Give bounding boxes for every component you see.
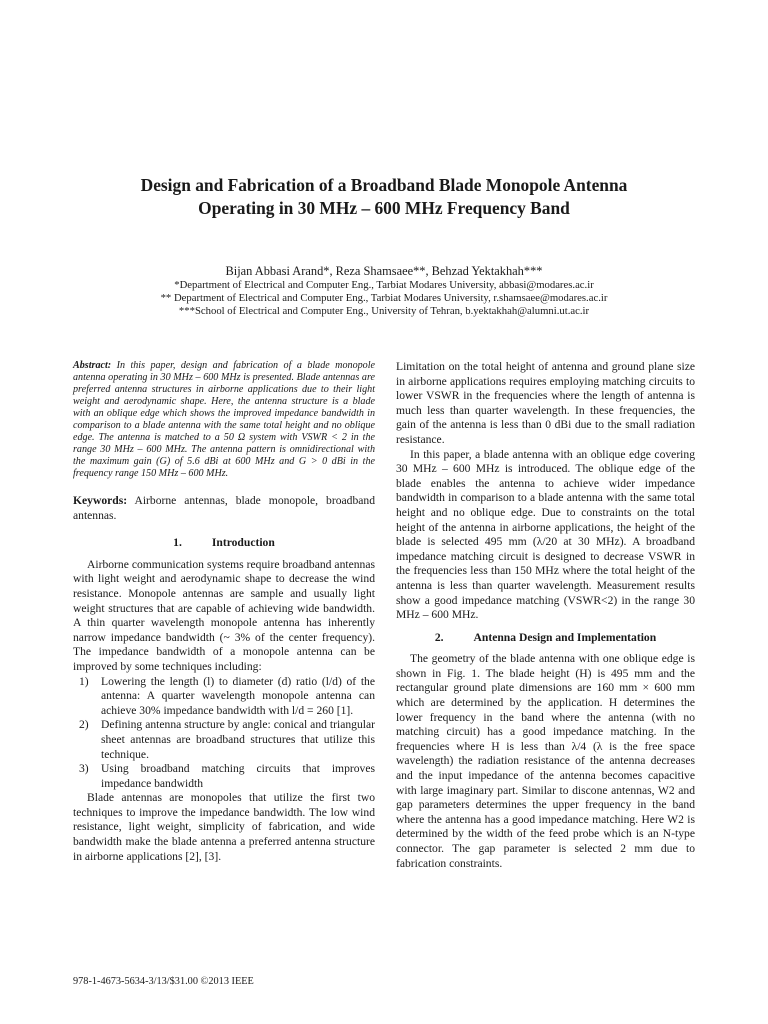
paragraph: The geometry of the blade antenna with one oblique edge is shown in Fig. 1. The blade height (H) is 495 mm and the rectangular ground plate dimensions are 160 mm × 600 mm which are determined by the application. H determines the lower frequency in the band where the antenna (with no matching circuit) has a good impedance matching. In the frequencies where H is less than λ/4 (λ is the free space wavelength) the radiation resistance of the antenna decreases and the input impedance of the antenna becomes capacitive with large imaginary part. Similar to discone antennas, W2 and gap parameters determines the upper frequency in the band where the antenna has a good impedance matching. Here W2 is determined by the width of the feed probe which is an N-type connector. The gap parameter is selected 2 mm due to fabrication constraints. — [396, 652, 695, 870]
abstract-text: In this paper, design and fabrication of a blade monopole antenna operating in 30 MHz – 600 MHz is presented. Blade antennas are preferred antenna structures in airborne applications due to their light weight and aerodynamic shape. Here, the antenna structure is a blade with an oblique edge which shows the improved impedance bandwidth in comparison to a blade antenna with the same total height and no oblique edge. The antenna is matched to a 50 Ω system with VSWR < 2 in the range 30 MHz – 600 MHz. The antenna pattern is omnidirectional with the maximum gain (G) of 5.6 dBi at 600 MHz and G > 0 dBi in the frequency range 150 MHz – 600 MHz. — [73, 360, 375, 479]
list-marker: 1) — [79, 674, 89, 688]
paragraph: In this paper, a blade antenna with an oblique edge covering 30 MHz – 600 MHz is introduced. The oblique edge of the blade enables the antenna to achieve wider impedance bandwidth in comparison to a blade antenna with the same total height and no oblique edge. Due to constraints on the total height of the antenna in airborne applications, the height of the blade is selected 495 mm (λ/20 at 30 MHz). A broadband impedance matching circuit is designed to decrease VSWR in the frequencies less than 150 MHz where the total height of the antenna is less than quarter wavelength. Measurement results show a good impedance matching (VSWR<2) in the range 30 MHz – 600 MHz. — [396, 447, 695, 622]
technique-list — [73, 675, 375, 792]
section-title: Introduction — [211, 536, 275, 550]
title-line-2: Operating in 30 MHz – 600 MHz Frequency Band — [198, 198, 570, 218]
section-title: Antenna Design and Implementation — [473, 630, 657, 644]
abstract — [73, 360, 375, 480]
keywords-label: Keywords: — [73, 494, 128, 507]
copyright-footer: 978-1-4673-5634-3/13/$31.00 ©2013 IEEE — [73, 976, 254, 987]
paragraph: Airborne communication systems require broadband antennas with light weight and aerodynamic shape to decrease the wind resistance. Monopole antennas are sample and usually light weight structures that are capable of achieving wide bandwidth. A thin quarter wavelength monopole antenna has inherently narrow impedance bandwidth (~ 3% of the center frequency). The impedance bandwidth of a monopole antenna can be improved by some techniques including: — [73, 557, 375, 673]
title-line-1: Design and Fabrication of a Broadband Blade Monopole Antenna — [140, 175, 628, 195]
keywords-text: Airborne antennas, blade monopole, broadband antennas. — [73, 494, 375, 522]
list-item-text: Defining antenna structure by angle: conical and triangular sheet antennas are broadband structures that utilize this technique. — [101, 718, 375, 761]
list-marker: 3) — [79, 762, 89, 776]
paragraph: Blade antennas are monopoles that utilize the first two techniques to improve the impedance bandwidth. The low wind resistance, light weight, simplicity of fabrication, and wide bandwidth make the blade antenna a preferred antenna structure in airborne applications [2], [3]. — [73, 791, 375, 863]
list-marker: 2) — [79, 718, 89, 732]
section-heading-antenna-design — [396, 631, 695, 646]
affiliation-3: ***School of Electrical and Computer Eng., University of Tehran, b.yektakhah@alumni.ut.ac.ir — [178, 305, 590, 317]
list-item — [79, 718, 375, 762]
paper-title — [60, 174, 708, 220]
keywords — [73, 494, 375, 523]
paragraph: Limitation on the total height of antenna and ground plane size in airborne applications requires employing matching circuits to lower VSWR in the frequencies where the length of antenna is much less than quarter wavelength. In these frequencies, the gain of the antenna is less than 0 dBi due to the small radiation resistance. — [396, 360, 695, 446]
section-number: 1. — [173, 536, 182, 550]
author-list: Bijan Abbasi Arand*, Reza Shamsaee**, Behzad Yektakhah*** — [225, 264, 543, 278]
abstract-label: Abstract: — [73, 360, 112, 371]
right-column — [396, 360, 695, 871]
section-heading-introduction — [73, 536, 375, 551]
affiliation-1: *Department of Electrical and Computer Eng., Tarbiat Modares University, abbasi@modares.ac.ir — [174, 279, 594, 291]
list-item-text: Lowering the length (l) to diameter (d) ratio (l/d) of the antenna: A quarter wavelength monopole antenna can achieve 30% impedance bandwidth with l/d = 260 [1]. — [101, 674, 375, 717]
section-number: 2. — [434, 630, 444, 644]
affiliation-2: ** Department of Electrical and Computer Eng., Tarbiat Modares University, r.shamsaee@modares.ac.ir — [160, 292, 608, 304]
list-item — [79, 674, 375, 719]
list-item-text: Using broadband matching circuits that improves impedance bandwidth — [101, 762, 375, 790]
left-column — [73, 360, 375, 864]
list-item — [79, 762, 375, 791]
